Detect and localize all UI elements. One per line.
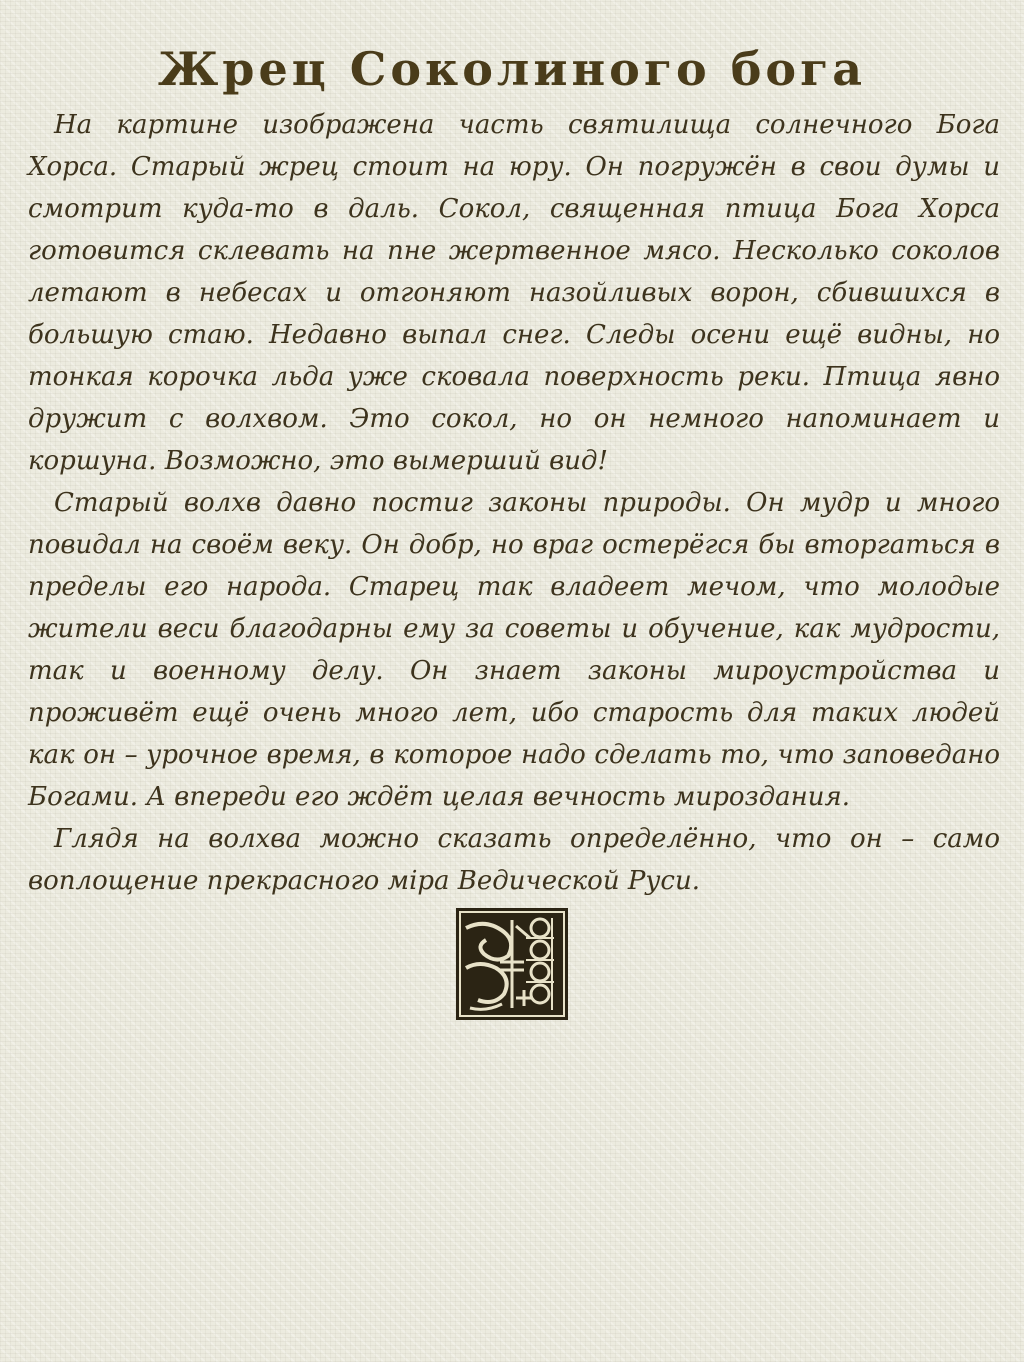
paragraph-2: Старый волхв давно постиг законы природы. Он мудр и много повидал на своём веку. Он добр, но враг остерёгся бы вторгаться в пределы его народа. Старец так владеет мечом, что молодые жители веси благодарны ему за советы и обучение, как мудрости, так и военному делу. Он знает законы мироустройства и проживёт ещё очень много лет, ибо старость для таких людей как он – урочное время, в которое надо сделать то, что заповедано Богами. А впереди его ждёт целая вечность мироздания. — [28, 488, 1000, 812]
paragraph-3: Глядя на волхва можно сказать определённо, что он – само воплощение прекрасного міра Ведической Руси. — [28, 824, 1000, 896]
article-body — [28, 104, 1000, 902]
paragraph-1: На картине изображена часть святилища солнечного Бога Хорса. Старый жрец стоит на юру. Он погружён в свои думы и смотрит куда-то в даль. Сокол, священная птица Бога Хорса готовится склевать на пне жертвенное мясо. Несколько соколов летают в небесах и отгоняют назойливых ворон, сбившихся в большую стаю. Недавно выпал снег. Следы осени ещё видны, но тонкая корочка льда уже сковала поверхность реки. Птица явно дружит с волхвом. Это сокол, но он немного напоминает и коршуна. Возможно, это вымерший вид! — [28, 110, 1000, 476]
page-title: Жрец Соколиного бога — [157, 41, 867, 96]
celtic-knot-ornament-icon — [456, 908, 568, 1020]
